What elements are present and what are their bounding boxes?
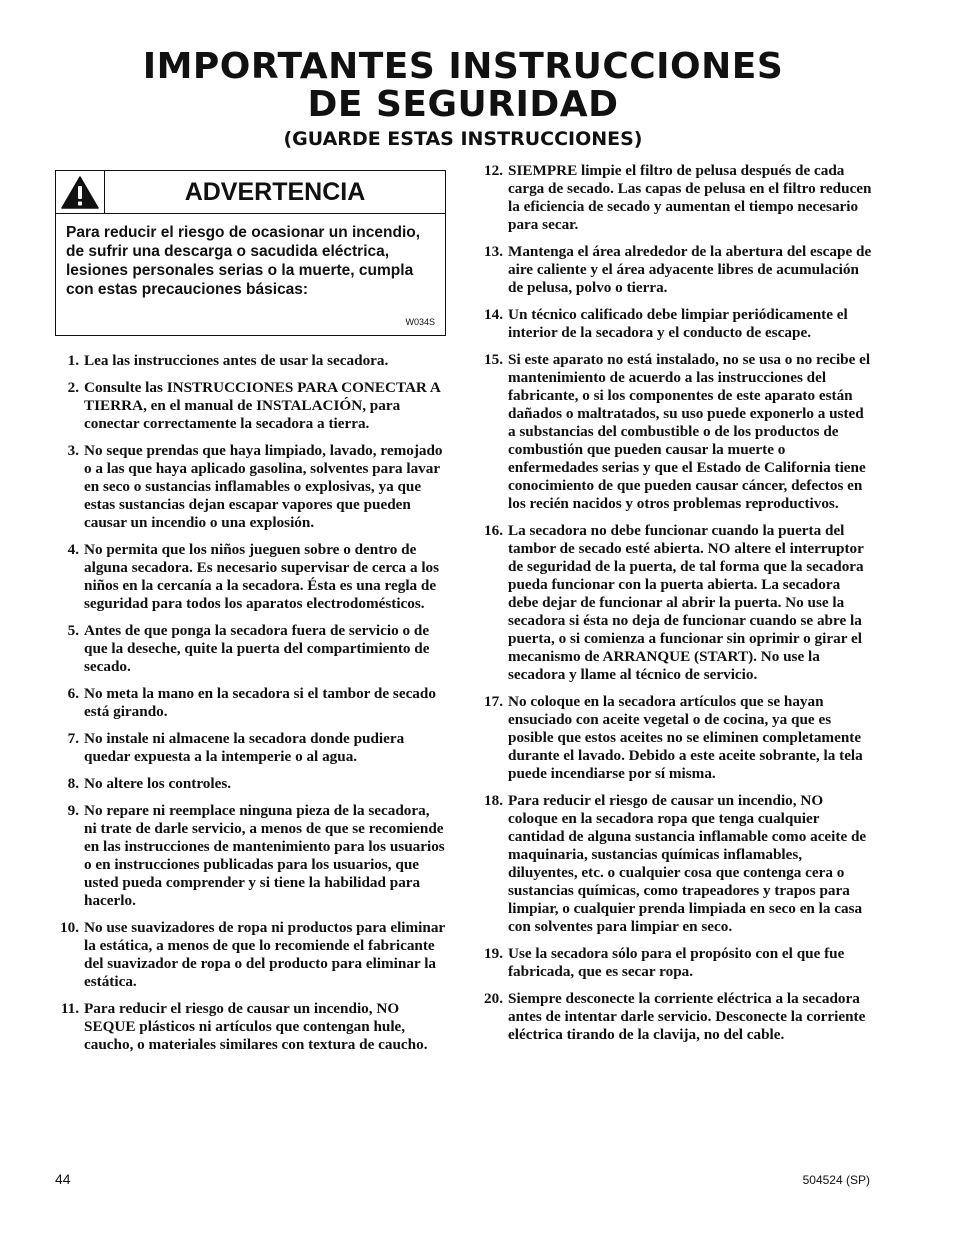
list-item [55,379,445,433]
list-item [479,693,874,783]
item-number: 12. [484,162,503,179]
list-item [479,522,874,684]
item-text: No use suavizadores de ropa ni productos para eliminar la estática, a menos de que lo recomiende el fabricante del suavizador de ropa o del producto para eliminar la estática. [84,919,445,990]
item-number: 7. [67,730,79,747]
item-text: Mantenga el área alrededor de la abertura del escape de aire caliente y el área adyacente libres de acumulación de pelusa, polvo o tierra. [508,243,872,296]
warning-code: W034S [405,317,435,327]
page-subtitle: (GUARDE ESTAS INSTRUCCIONES) [283,128,643,150]
warning-header [56,171,445,214]
item-number: 13. [484,243,503,260]
list-item [479,945,874,981]
item-number: 3. [67,442,79,459]
item-text: No altere los controles. [84,775,232,792]
item-number: 14. [484,306,503,323]
item-number: 18. [484,792,503,809]
warning-body: Para reducir el riesgo de ocasionar un incendio, de sufrir una descarga o sacudida eléctrica, lesiones personales serias o la muerte, cumpla con estas precauciones básicas: [66,224,421,298]
item-number: 17. [484,693,503,710]
list-item [55,802,445,910]
item-text: La secadora no debe funcionar cuando la puerta del tambor de secado esté abierta. NO altere el interruptor de seguridad de la puerta, de tal forma que la secadora pueda funcionar con la puerta abierta. La secadora debe dejar de funcionar al abrir la puerta. No use la secadora si ésta no deja de funcionar cuando se abre la puerta, o si comienza a funcionar sin oprimir o girar el mecanismo de ARRANQUE (START). No use la secadora y llame al técnico de servicio. [508,522,864,683]
list-item [479,306,874,342]
item-text: No repare ni reemplace ninguna pieza de la secadora, ni trate de darle servicio, a menos de que se recomiende en las instrucciones de mantenimiento para los usuarios o en instrucciones publicadas para los usuarios, que usted pueda comprender y si tiene la habilidad para hacerlo. [84,802,445,909]
item-text: Antes de que ponga la secadora fuera de servicio o de que la deseche, quite la puerta del compartimiento de secado. [84,622,430,675]
list-item [55,919,445,991]
list-item [55,352,445,370]
item-number: 8. [67,775,79,792]
list-item [479,990,874,1044]
list-item [55,541,445,613]
title-line-2: DE SEGURIDAD [307,84,619,125]
item-number: 19. [484,945,503,962]
item-text: Consulte las INSTRUCCIONES PARA CONECTAR A TIERRA, en el manual de INSTALACIÓN, para conectar correctamente la secadora a tierra. [84,379,440,432]
list-item [55,1000,445,1054]
list-item [55,730,445,766]
item-text: Use la secadora sólo para el propósito con el que fue fabricada, que es secar ropa. [508,945,845,980]
list-item [55,775,445,793]
warning-triangle-icon [61,176,99,209]
item-text: Lea las instrucciones antes de usar la secadora. [84,352,389,369]
page-title [0,48,926,124]
item-number: 9. [67,802,79,819]
list-item [55,685,445,721]
item-text: Para reducir el riesgo de causar un incendio, NO coloque en la secadora ropa que tenga cualquier cantidad de alguna sustancia inflamable como aceite de maquinaria, sustancias químicas inflamables, diluyentes, etc. o cualquier cosa que contenga cera o sustancias químicas, como trapeadores y trapos para limpiar, o cualquier prenda limpiada en seco en la casa con solventes para limpiar en seco. [508,792,867,935]
item-text: No instale ni almacene la secadora donde pudiera quedar expuesta a la intemperie o al agua. [84,730,405,765]
item-text: No meta la mano en la secadora si el tambor de secado está girando. [84,685,436,720]
item-text: Un técnico calificado debe limpiar periódicamente el interior de la secadora y el conducto de escape. [508,306,848,341]
warning-title: ADVERTENCIA [184,178,366,206]
item-text: No coloque en la secadora artículos que se hayan ensuciado con aceite vegetal o de cocina, ya que es posible que estos aceites no se eliminen completamente durante el lavado. Debido a este aceite sobrante, la tela puede incendiarse por sí misma. [508,693,863,782]
item-number: 1. [67,352,79,369]
item-text: Para reducir el riesgo de causar un incendio, NO SEQUE plásticos ni artículos que contengan hule, caucho, o materiales similares con textura de caucho. [84,1000,428,1053]
item-number: 5. [67,622,79,639]
item-number: 16. [484,522,503,539]
instructions-right-column [479,162,874,1053]
warning-icon-cell [56,171,105,213]
item-text: No seque prendas que haya limpiado, lavado, remojado o a las que haya aplicado gasolina, solventes para lavar en seco o sustancias inflamables o explosivas, ya que estas sustancias dejan escapar vapores que pueden causar un incendio o una explosión. [84,442,443,531]
page-number: 44 [55,1171,71,1187]
document-code: 504524 (SP) [802,1173,870,1187]
item-text: No permita que los niños jueguen sobre o dentro de alguna secadora. Es necesario supervisar de cerca a los niños en la cercanía a la secadora. Ésta es una regla de seguridad para todos los aparatos electrodomésticos. [84,541,440,612]
item-number: 4. [67,541,79,558]
item-number: 15. [484,351,503,368]
item-number: 2. [67,379,79,396]
title-line-1: IMPORTANTES INSTRUCCIONES [142,46,784,87]
list-item [55,622,445,676]
instructions-left-column [55,352,445,1063]
list-item [479,792,874,936]
warning-box [55,170,446,336]
list-item [55,442,445,532]
item-number: 11. [60,1000,79,1017]
list-item [479,162,874,234]
item-number: 10. [60,919,79,936]
item-text: SIEMPRE limpie el filtro de pelusa después de cada carga de secado. Las capas de pelusa en el filtro reducen la eficiencia de secado y aumentan el tiempo necesario para secar. [508,162,872,233]
item-number: 6. [67,685,79,702]
item-text: Siempre desconecte la corriente eléctrica a la secadora antes de intentar darle servicio. Desconecte la corriente eléctrica tirando de la clavija, no del cable. [508,990,866,1043]
list-item [479,351,874,513]
item-number: 20. [484,990,503,1007]
list-item [479,243,874,297]
item-text: Si este aparato no está instalado, no se usa o no recibe el mantenimiento de acuerdo a las instrucciones del fabricante, o si los componentes de este aparato están dañados o maltratados, su uso puede exponerlo a usted a substancias del combustible o de los productos de combustión que pueden causar la muerte o enfermedades serias y que el Estado de California tiene conocimiento de que pueden causar cáncer, defectos en los recién nacidos y otros problemas reproductivos. [508,351,871,512]
